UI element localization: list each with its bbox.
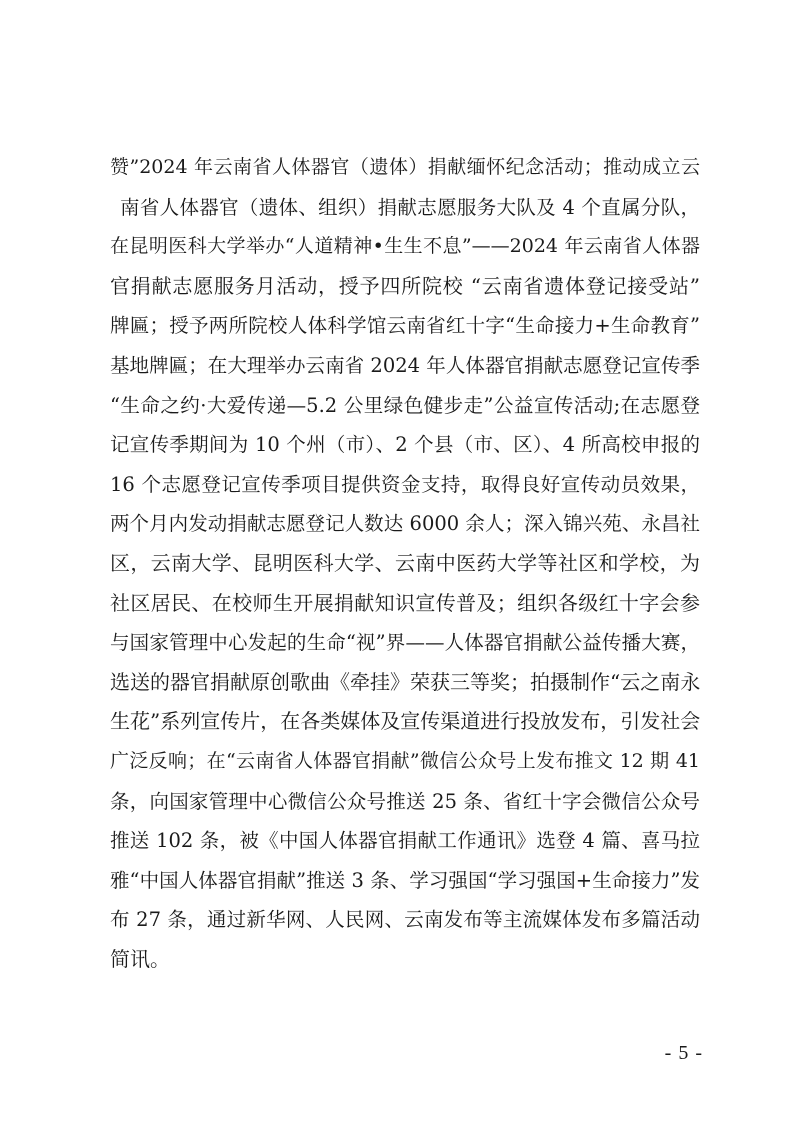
text-line-10: 两个月内发动捐献志愿登记人数达 6000 余人；深入锦兴苑、永昌社 [110, 512, 700, 536]
text-line-21: 简讯。 [110, 946, 170, 971]
text-line-1: 赞”2024 年云南省人体器官（遗体）捐献缅怀纪念活动；推动成立云 [110, 156, 700, 178]
page-number: - 5 - [664, 1042, 703, 1064]
text-line-12: 社区居民、在校师生开展捐献知识宣传普及；组织各级红十字会参 [110, 590, 700, 615]
text-line-5: 牌匾；授予两所院校人体科学馆云南省红十字“生命接力+生命教育” [110, 314, 700, 338]
text-line-15: 生花”系列宣传片，在各类媒体及宣传渠道进行投放发布，引发社会 [110, 709, 700, 734]
text-line-18: 推送 102 条，被《中国人体器官捐献工作通讯》选登 4 篇、喜马拉 [110, 829, 700, 853]
text-line-16: 广泛反响；在“云南省人体器官捐献”微信公众号上发布推文 12 期 41 [110, 749, 700, 772]
text-line-8: 记宣传季期间为 10 个州（市）、2 个县（市、区）、4 所高校申报的 [110, 433, 700, 457]
text-line-14: 选送的器官捐献原创歌曲《牵挂》荣获三等奖；拍摄制作“云之南永 [110, 669, 700, 694]
text-line-3: 在昆明医科大学举办“人道精神•生生不息”——2024 年云南省人体器 [110, 235, 700, 258]
text-line-7: “生命之约·大爱传递—5.2 公里绿色健步走”公益宣传活动;在志愿登 [110, 393, 700, 417]
body-paragraph [110, 148, 700, 979]
text-line-9: 16 个志愿登记宣传季项目提供资金支持，取得良好宣传动员效果， [110, 472, 700, 496]
text-line-6: 基地牌匾；在大理举办云南省 2024 年人体器官捐献志愿登记宣传季 [110, 353, 700, 377]
text-line-2: 南省人体器官（遗体、组织）捐献志愿服务大队及 4 个直属分队， [120, 195, 700, 219]
text-line-11: 区，云南大学、昆明医科大学、云南中医药大学等社区和学校，为 [110, 550, 700, 575]
text-line-19: 雅“中国人体器官捐献”推送 3 条、学习强国“学习强国+生命接力”发 [110, 868, 700, 892]
text-line-17: 条，向国家管理中心微信公众号推送 25 条、省红十字会微信公众号 [110, 789, 700, 813]
text-line-4: 官捐献志愿服务月活动，授予四所院校 “云南省遗体登记接受站” [110, 273, 700, 298]
text-line-13: 与国家管理中心发起的生命“视”界——人体器官捐献公益传播大赛， [110, 631, 700, 655]
text-line-20: 布 27 条，通过新华网、人民网、云南发布等主流媒体发布多篇活动 [110, 908, 700, 932]
